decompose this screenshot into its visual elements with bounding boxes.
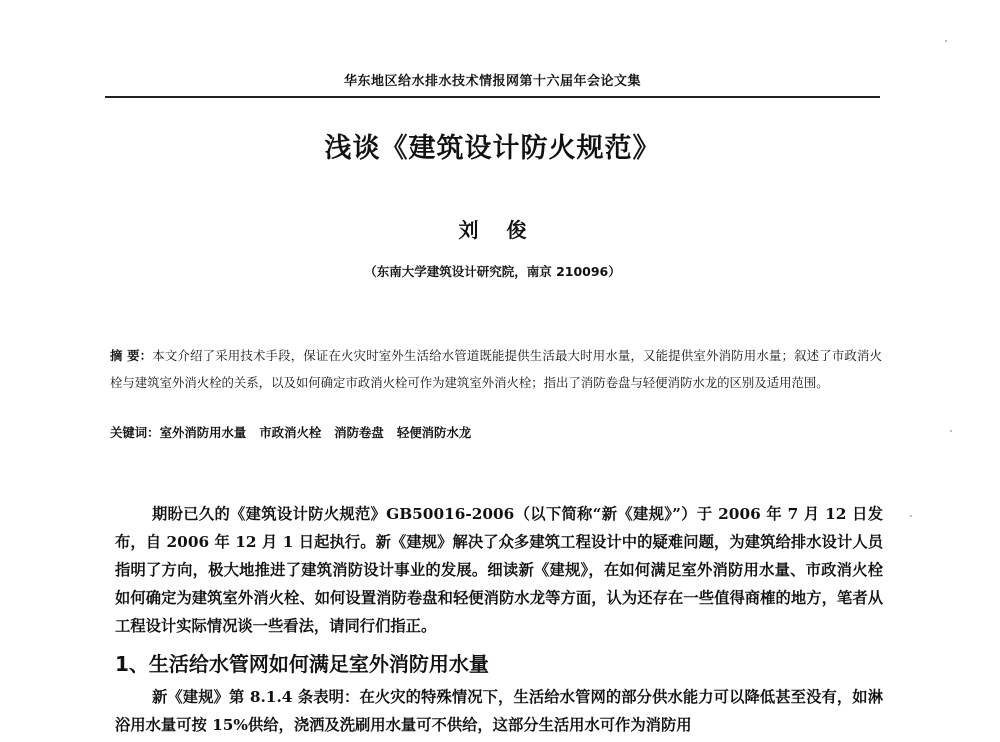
scan-speck: [950, 430, 952, 432]
abstract-text: 本文介绍了采用技术手段，保证在火灾时室外生活给水管道既能提供生活最大时用水量，又能提供室外消防用水量；叙述了市政消火栓与建筑室外消火栓的关系，以及如何确定市政消火栓可作为建筑室外消火栓；指出了消防卷盘与轻便消防水龙的区别及适用范围。: [110, 348, 882, 390]
abstract: [110, 342, 882, 396]
intro-paragraph: 期盼已久的《建筑设计防火规范》GB50016-2006（以下简称“新《建规》”）于 2006 年 7 月 12 日发布，自 2006 年 12 月 1 日起执行。新《建规》解决了众多建筑工程设计中的疑难问题，为建筑给排水设计人员指明了方向，极大地推进了建筑消防设计事业的发展。细读新《建规》，在如何满足室外消防用水量、市政消火栓如何确定为建筑室外消火栓、如何设置消防卷盘和轻便消防水龙等方面，认为还存在一些值得商榷的地方，笔者从工程设计实际情况谈一些看法，请同行们指正。: [115, 505, 883, 635]
abstract-label: 摘 要：: [110, 348, 153, 363]
header-rule: [105, 96, 880, 98]
keyword-item: 轻便消防水龙: [396, 425, 472, 440]
author-name: 刘俊: [458, 218, 555, 242]
keywords: [110, 420, 882, 446]
scan-speck: [945, 40, 947, 42]
paper-title: 浅谈《建筑设计防火规范》: [324, 133, 661, 164]
keywords-label: 关键词：: [110, 425, 160, 440]
section-heading: 1、生活给水管网如何满足室外消防用水量: [115, 652, 489, 676]
running-header: 华东地区给水排水技术情报网第十六届年会论文集: [343, 74, 641, 89]
keyword-item: 市政消火栓: [259, 425, 322, 440]
keyword-item: 消防卷盘: [334, 425, 384, 440]
author-affiliation: （东南大学建筑设计研究院，南京 210096）: [364, 264, 621, 279]
section-paragraph: 新《建规》第 8.1.4 条表明：在火灾的特殊情况下，生活给水管网的部分供水能力可以降低甚至没有，如淋浴用水量可按 15%供给，浇洒及洗刷用水量可不供给，这部分生活用水可作为消防用: [115, 688, 883, 734]
keyword-item: 室外消防用水量: [159, 425, 247, 440]
scan-speck: [910, 515, 912, 517]
